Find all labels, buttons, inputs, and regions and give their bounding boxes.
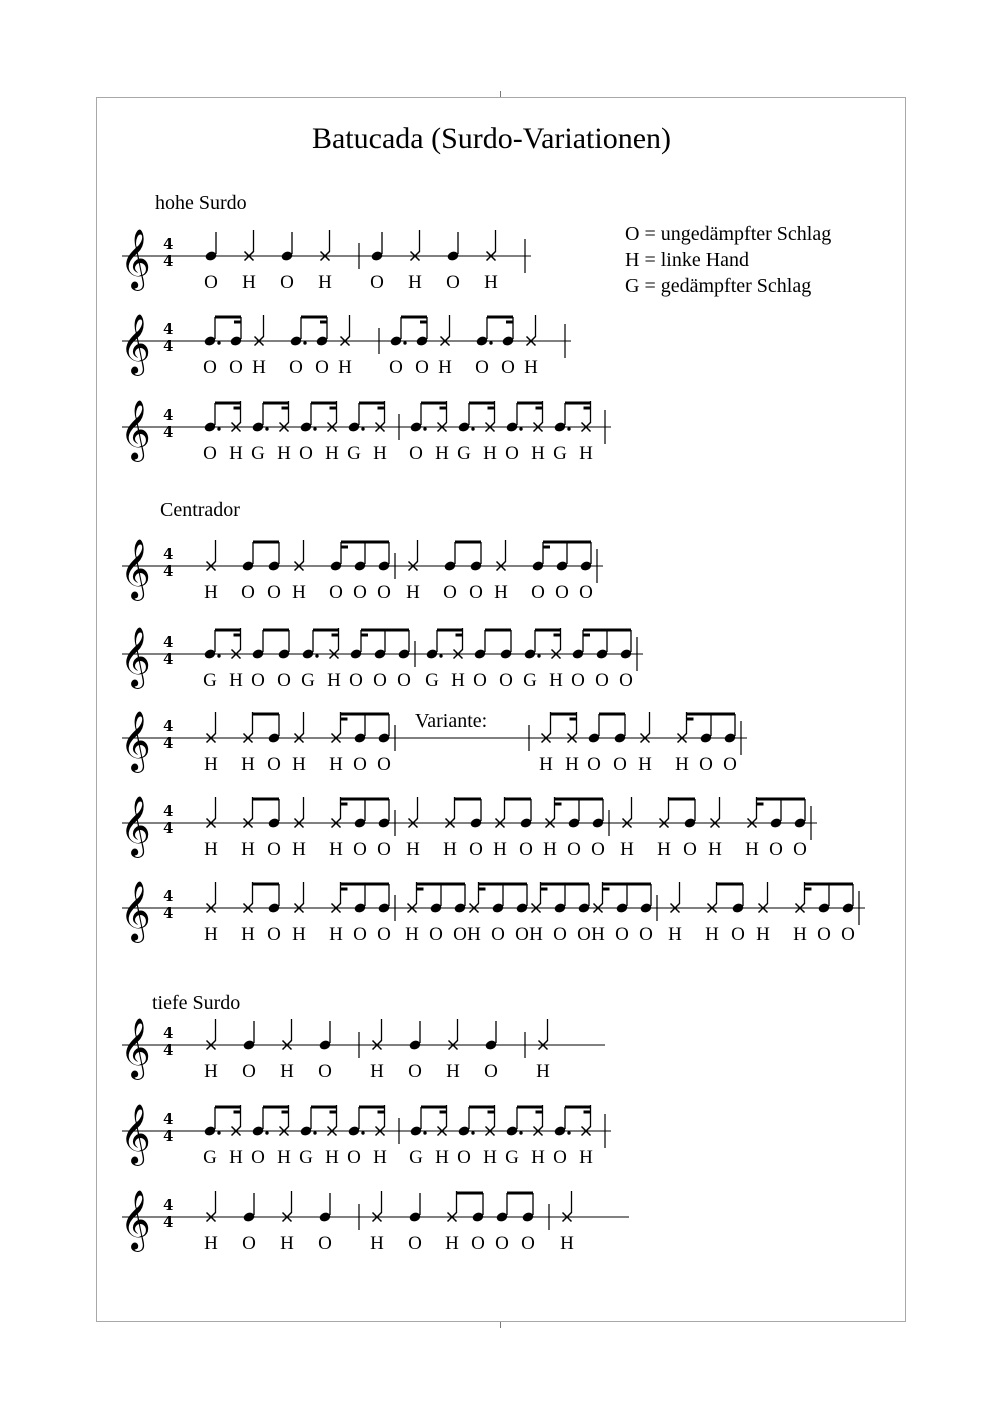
hand-label: H	[579, 1147, 593, 1168]
hand-label: G	[457, 443, 471, 464]
hand-label: H	[638, 754, 652, 775]
hand-label: H	[325, 1147, 339, 1168]
hand-label: H	[292, 582, 306, 603]
time-signature-top: 4	[163, 802, 174, 820]
time-signature-top: 4	[163, 545, 174, 563]
hand-label: H	[438, 357, 452, 378]
section-label-centrador: Centrador	[160, 499, 240, 521]
staff-cent-2	[120, 627, 643, 691]
hand-label: O	[683, 839, 697, 860]
hand-label: O	[723, 754, 737, 775]
dot	[471, 1131, 474, 1134]
dot	[313, 1131, 316, 1134]
time-signature-bottom: 4	[163, 1213, 174, 1231]
hand-label: H	[204, 839, 218, 860]
hand-label: H	[292, 924, 306, 945]
legend-item-open: O = ungedämpfter Schlag	[625, 223, 832, 245]
hand-label: O	[267, 582, 281, 603]
hand-label: G	[301, 670, 315, 691]
hand-label: H	[675, 754, 689, 775]
hand-label: O	[242, 1233, 256, 1254]
hand-label: H	[373, 1147, 387, 1168]
dot	[519, 427, 522, 430]
dot	[315, 654, 318, 657]
hand-label: H	[543, 839, 557, 860]
hand-label: O	[567, 839, 581, 860]
hand-label: O	[204, 272, 218, 293]
hand-label: H	[229, 1147, 243, 1168]
hand-label: H	[406, 582, 420, 603]
hand-label: G	[347, 443, 361, 464]
hand-label: O	[377, 839, 391, 860]
hand-label: H	[280, 1233, 294, 1254]
hand-label: O	[443, 582, 457, 603]
time-signature-top: 4	[163, 633, 174, 651]
hand-label: O	[499, 670, 513, 691]
dot	[489, 341, 492, 344]
hand-label: H	[329, 839, 343, 860]
hand-label: O	[353, 754, 367, 775]
hand-label: O	[531, 582, 545, 603]
hand-label: O	[553, 1147, 567, 1168]
hand-label: O	[615, 924, 629, 945]
dot	[567, 1131, 570, 1134]
dot	[439, 654, 442, 657]
hand-label: O	[475, 357, 489, 378]
hand-label: G	[251, 443, 265, 464]
treble-clef: 𝄞	[120, 1018, 151, 1078]
hand-label: H	[467, 924, 481, 945]
hand-label: O	[397, 670, 411, 691]
hand-label: O	[409, 443, 423, 464]
time-signature-bottom: 4	[163, 1127, 174, 1145]
hand-label: H	[373, 443, 387, 464]
time-signature-top: 4	[163, 1024, 174, 1042]
hand-label: H	[657, 839, 671, 860]
hand-label: O	[377, 582, 391, 603]
hand-label: O	[505, 443, 519, 464]
page-title: Batucada (Surdo-Variationen)	[311, 122, 672, 155]
hand-label: H	[292, 754, 306, 775]
hand-label: H	[338, 357, 352, 378]
hand-label: O	[299, 443, 313, 464]
hand-label: H	[229, 443, 243, 464]
hand-label: O	[267, 754, 281, 775]
hand-label: O	[251, 1147, 265, 1168]
dot	[403, 341, 406, 344]
hand-label: H	[242, 272, 256, 293]
hand-label: G	[523, 670, 537, 691]
time-signature-bottom: 4	[163, 819, 174, 837]
hand-label: O	[587, 754, 601, 775]
hand-label: O	[571, 670, 585, 691]
dot	[519, 1131, 522, 1134]
hand-label: H	[370, 1233, 384, 1254]
treble-clef: 𝄞	[120, 314, 151, 374]
hand-label: G	[203, 670, 217, 691]
hand-label: O	[484, 1061, 498, 1082]
dot	[217, 427, 220, 430]
hand-label: H	[370, 1061, 384, 1082]
hand-label: H	[329, 924, 343, 945]
hand-label: H	[292, 839, 306, 860]
hand-label: O	[515, 924, 529, 945]
hand-label: O	[229, 357, 243, 378]
hand-label: H	[446, 1061, 460, 1082]
hand-label: O	[639, 924, 653, 945]
time-signature-top: 4	[163, 235, 174, 253]
time-signature-bottom: 4	[163, 734, 174, 752]
hand-label: O	[289, 357, 303, 378]
hand-label: O	[731, 924, 745, 945]
time-signature-top: 4	[163, 320, 174, 338]
hand-label: O	[469, 839, 483, 860]
hand-label: H	[756, 924, 770, 945]
hand-label: O	[408, 1233, 422, 1254]
hand-label: O	[577, 924, 591, 945]
staff-tief-1	[120, 1018, 605, 1082]
hand-label: O	[469, 582, 483, 603]
hand-label: O	[817, 924, 831, 945]
hand-label: O	[251, 670, 265, 691]
hand-label: O	[495, 1233, 509, 1254]
treble-clef: 𝄞	[120, 1104, 151, 1164]
hand-label: H	[539, 754, 553, 775]
hand-label: H	[435, 1147, 449, 1168]
hand-label: O	[521, 1233, 535, 1254]
time-signature-top: 4	[163, 406, 174, 424]
hand-label: H	[451, 670, 465, 691]
time-signature-top: 4	[163, 1196, 174, 1214]
hand-label: H	[620, 839, 634, 860]
hand-label: O	[389, 357, 403, 378]
hand-label: O	[242, 1061, 256, 1082]
hand-label: H	[277, 443, 291, 464]
section-label-tiefe-surdo: tiefe Surdo	[152, 992, 241, 1014]
hand-label: H	[708, 839, 722, 860]
hand-label: O	[473, 670, 487, 691]
dot	[217, 341, 220, 344]
hand-label: H	[483, 443, 497, 464]
hand-label: G	[203, 1147, 217, 1168]
hand-label: H	[327, 670, 341, 691]
hand-label: O	[613, 754, 627, 775]
hand-label: O	[429, 924, 443, 945]
hand-label: H	[277, 1147, 291, 1168]
time-signature-top: 4	[163, 717, 174, 735]
hand-label: H	[494, 582, 508, 603]
treble-clef: 𝄞	[120, 881, 151, 941]
hand-label: H	[408, 272, 422, 293]
hand-label: H	[435, 443, 449, 464]
hand-label: O	[315, 357, 329, 378]
treble-clef: 𝄞	[120, 539, 151, 599]
hand-label: H	[529, 924, 543, 945]
hand-label: O	[347, 1147, 361, 1168]
time-signature-bottom: 4	[163, 337, 174, 355]
dot	[423, 1131, 426, 1134]
variante-label: Variante:	[415, 710, 488, 732]
hand-label: O	[277, 670, 291, 691]
hand-label: H	[241, 839, 255, 860]
hand-label: H	[531, 443, 545, 464]
treble-clef: 𝄞	[120, 229, 151, 289]
section-label-hohe-surdo: hohe Surdo	[155, 192, 247, 214]
hand-label: H	[229, 670, 243, 691]
staff-hoch-1	[120, 229, 531, 293]
treble-clef: 𝄞	[120, 627, 151, 687]
hand-label: H	[668, 924, 682, 945]
hand-label: H	[280, 1061, 294, 1082]
hand-label: O	[595, 670, 609, 691]
time-signature-bottom: 4	[163, 650, 174, 668]
treble-clef: 𝄞	[120, 796, 151, 856]
hand-label: H	[531, 1147, 545, 1168]
hand-label: H	[579, 443, 593, 464]
hand-label: O	[491, 924, 505, 945]
hand-label: O	[203, 443, 217, 464]
dot	[217, 654, 220, 657]
hand-label: H	[405, 924, 419, 945]
hand-label: O	[353, 924, 367, 945]
hand-label: O	[377, 754, 391, 775]
dot	[361, 1131, 364, 1134]
hand-label: H	[536, 1061, 550, 1082]
hand-label: H	[204, 582, 218, 603]
hand-label: O	[591, 839, 605, 860]
hand-label: O	[699, 754, 713, 775]
dot	[361, 427, 364, 430]
time-signature-bottom: 4	[163, 904, 174, 922]
hand-label: O	[353, 582, 367, 603]
hand-label: H	[560, 1233, 574, 1254]
hand-label: H	[484, 272, 498, 293]
hand-label: H	[252, 357, 266, 378]
hand-label: H	[445, 1233, 459, 1254]
time-signature-bottom: 4	[163, 252, 174, 270]
staff-cent-1	[120, 539, 603, 603]
hand-label: O	[241, 582, 255, 603]
hand-label: O	[415, 357, 429, 378]
time-signature-bottom: 4	[163, 1041, 174, 1059]
hand-label: H	[406, 839, 420, 860]
hand-label: O	[555, 582, 569, 603]
hand-label: H	[483, 1147, 497, 1168]
hand-label: H	[318, 272, 332, 293]
hand-label: G	[409, 1147, 423, 1168]
hand-label: O	[267, 924, 281, 945]
hand-label: O	[373, 670, 387, 691]
staff-cent-3	[120, 710, 747, 775]
staff-cent-4	[120, 796, 817, 860]
staff-cent-5	[120, 881, 865, 945]
hand-label: H	[549, 670, 563, 691]
hand-label: O	[446, 272, 460, 293]
hand-label: O	[267, 839, 281, 860]
treble-clef: 𝄞	[120, 1190, 151, 1250]
hand-label: H	[793, 924, 807, 945]
hand-label: H	[204, 754, 218, 775]
hand-label: O	[619, 670, 633, 691]
dot	[217, 1131, 220, 1134]
hand-label: O	[553, 924, 567, 945]
dot	[265, 427, 268, 430]
time-signature-top: 4	[163, 887, 174, 905]
hand-label: O	[471, 1233, 485, 1254]
treble-clef: 𝄞	[120, 711, 151, 771]
hand-label: O	[453, 924, 467, 945]
treble-clef: 𝄞	[120, 400, 151, 460]
hand-label: H	[493, 839, 507, 860]
hand-label: O	[501, 357, 515, 378]
hand-label: H	[204, 924, 218, 945]
hand-label: H	[524, 357, 538, 378]
legend-item-left-hand: H = linke Hand	[625, 249, 750, 271]
hand-label: O	[318, 1233, 332, 1254]
dot	[471, 427, 474, 430]
dot	[567, 427, 570, 430]
dot	[303, 341, 306, 344]
hand-label: H	[745, 839, 759, 860]
dot	[423, 427, 426, 430]
hand-label: H	[204, 1061, 218, 1082]
hand-label: O	[841, 924, 855, 945]
hand-label: H	[204, 1233, 218, 1254]
hand-label: H	[241, 924, 255, 945]
hand-label: O	[457, 1147, 471, 1168]
hand-label: G	[505, 1147, 519, 1168]
hand-label: H	[443, 839, 457, 860]
hand-label: G	[553, 443, 567, 464]
staff-tief-3	[120, 1190, 629, 1254]
hand-label: G	[425, 670, 439, 691]
dot	[265, 1131, 268, 1134]
dot	[313, 427, 316, 430]
legend-item-muted: G = gedämpfter Schlag	[625, 275, 812, 297]
time-signature-bottom: 4	[163, 423, 174, 441]
hand-label: O	[377, 924, 391, 945]
time-signature-bottom: 4	[163, 562, 174, 580]
staff-tief-2	[120, 1104, 611, 1168]
hand-label: O	[370, 272, 384, 293]
hand-label: H	[325, 443, 339, 464]
hand-label: O	[769, 839, 783, 860]
staff-hoch-3	[120, 400, 611, 464]
hand-label: H	[591, 924, 605, 945]
hand-label: G	[299, 1147, 313, 1168]
hand-label: O	[519, 839, 533, 860]
hand-label: O	[349, 670, 363, 691]
hand-label: O	[793, 839, 807, 860]
hand-label: O	[318, 1061, 332, 1082]
hand-label: O	[329, 582, 343, 603]
time-signature-top: 4	[163, 1110, 174, 1128]
hand-label: H	[241, 754, 255, 775]
hand-label: H	[329, 754, 343, 775]
hand-label: O	[280, 272, 294, 293]
hand-label: H	[705, 924, 719, 945]
dot	[537, 654, 540, 657]
hand-label: H	[565, 754, 579, 775]
hand-label: O	[353, 839, 367, 860]
hand-label: O	[408, 1061, 422, 1082]
staff-hoch-2	[120, 314, 571, 378]
hand-label: O	[579, 582, 593, 603]
hand-label: O	[203, 357, 217, 378]
